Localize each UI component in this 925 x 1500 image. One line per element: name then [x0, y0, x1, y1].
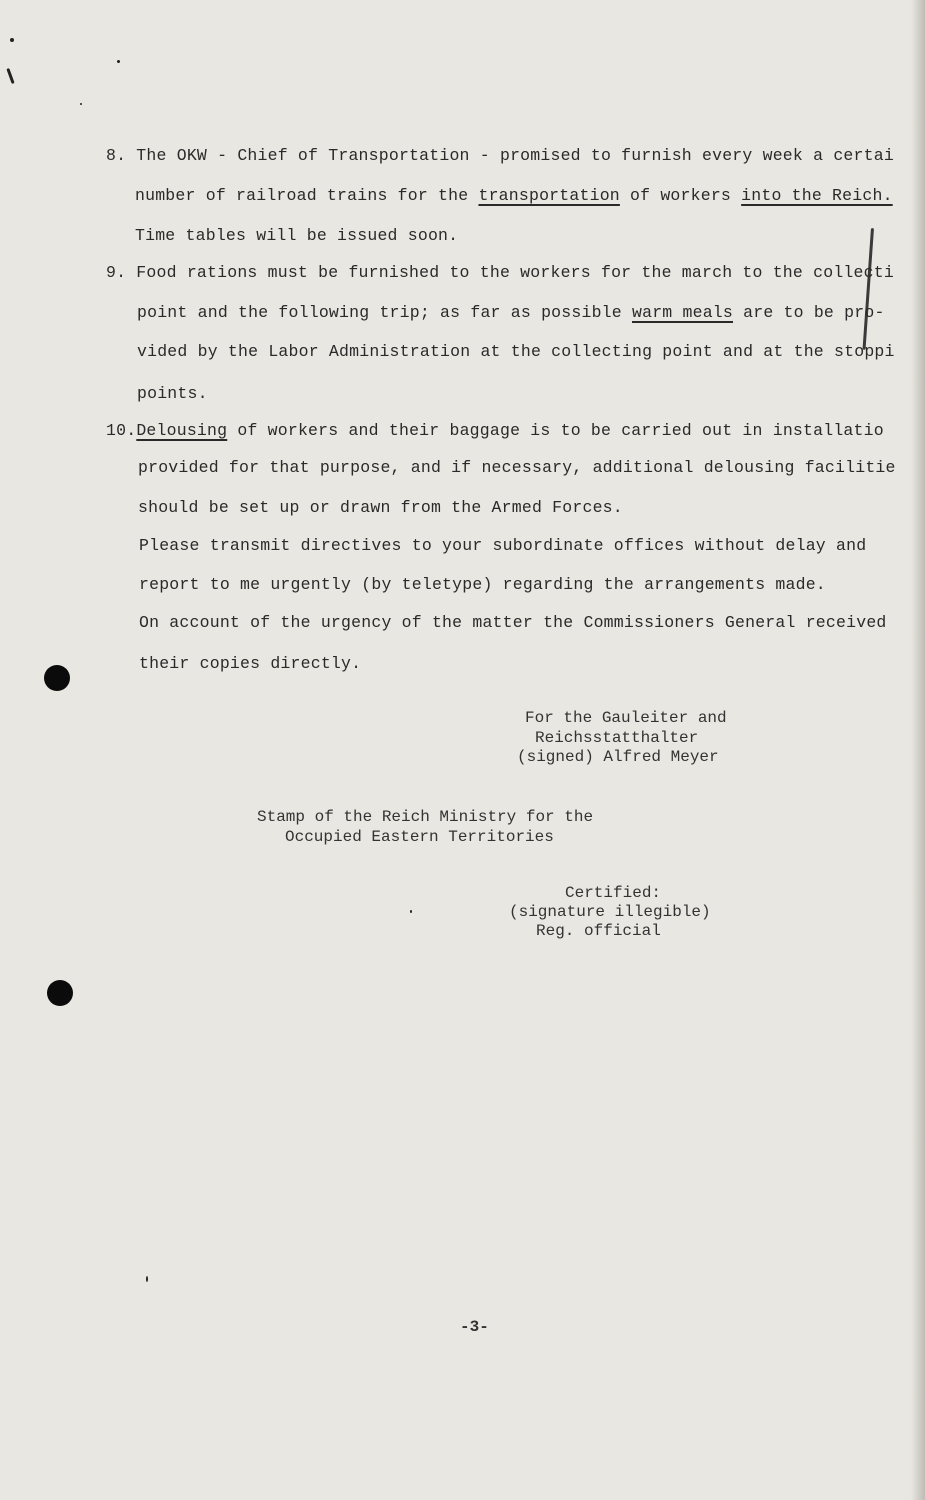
- certified-line2: (signature illegible): [509, 903, 711, 921]
- para10-number: 10.: [106, 421, 137, 440]
- certified-line1: Certified:: [565, 884, 662, 902]
- ink-speck: [117, 60, 120, 63]
- punch-hole-lower: [47, 980, 73, 1006]
- underlined-warm-meals: warm meals: [631, 303, 734, 322]
- stamp-line2: Occupied Eastern Territories: [285, 828, 554, 846]
- ink-speck: [6, 68, 14, 84]
- ink-speck: [146, 1276, 148, 1282]
- para9-line4: points.: [137, 384, 208, 403]
- ink-speck: [80, 103, 82, 105]
- underlined-delousing: Delousing: [136, 421, 228, 440]
- para9-line1: 9. Food rations must be furnished to the workers for the march to the collecti: [106, 263, 894, 282]
- punch-hole-upper: [44, 665, 70, 691]
- para8-line1: 8. The OKW - Chief of Transportation - promised to furnish every week a certai: [106, 146, 894, 165]
- para9-line2-post: are to be pro-: [733, 303, 885, 322]
- ink-speck: [10, 38, 14, 42]
- para10-line3: should be set up or drawn from the Armed Forces.: [138, 498, 623, 517]
- para8-line2-mid: of workers: [619, 186, 742, 205]
- margin-annotation-line: [862, 228, 874, 350]
- para9-line3: vided by the Labor Administration at the collecting point and at the stoppi: [137, 342, 895, 361]
- signature-line2: Reichsstatthalter: [535, 729, 699, 747]
- closing-line3: On account of the urgency of the matter the Commissioners General received: [139, 613, 887, 632]
- underlined-into-the-reich: into the Reich.: [741, 186, 893, 205]
- para10-line1: [106, 421, 884, 440]
- stamp-line1: Stamp of the Reich Ministry for the: [257, 808, 594, 826]
- signature-line3: (signed) Alfred Meyer: [517, 748, 719, 766]
- ink-speck: [410, 910, 412, 913]
- page-number: -3-: [460, 1318, 489, 1336]
- signature-line1: For the Gauleiter and: [525, 709, 727, 727]
- para8-line3: Time tables will be issued soon.: [135, 226, 459, 245]
- para9-line2-text: point and the following trip; as far as possible: [137, 303, 632, 322]
- closing-line2: report to me urgently (by teletype) regarding the arrangements made.: [139, 575, 826, 594]
- para8-line2: [135, 186, 893, 205]
- page-edge-shadow: [911, 0, 925, 1500]
- closing-line1: Please transmit directives to your subordinate offices without delay and: [139, 536, 867, 555]
- closing-line4: their copies directly.: [139, 654, 362, 673]
- para10-line2: provided for that purpose, and if necessary, additional delousing facilitie: [138, 458, 896, 477]
- certified-line3: Reg. official: [536, 922, 661, 940]
- para10-line1-text: of workers and their baggage is to be carried out in installatio: [227, 421, 884, 440]
- para8-line2-text: number of railroad trains for the: [135, 186, 479, 205]
- para9-line2: [137, 303, 885, 322]
- underlined-transportation: transportation: [478, 186, 620, 205]
